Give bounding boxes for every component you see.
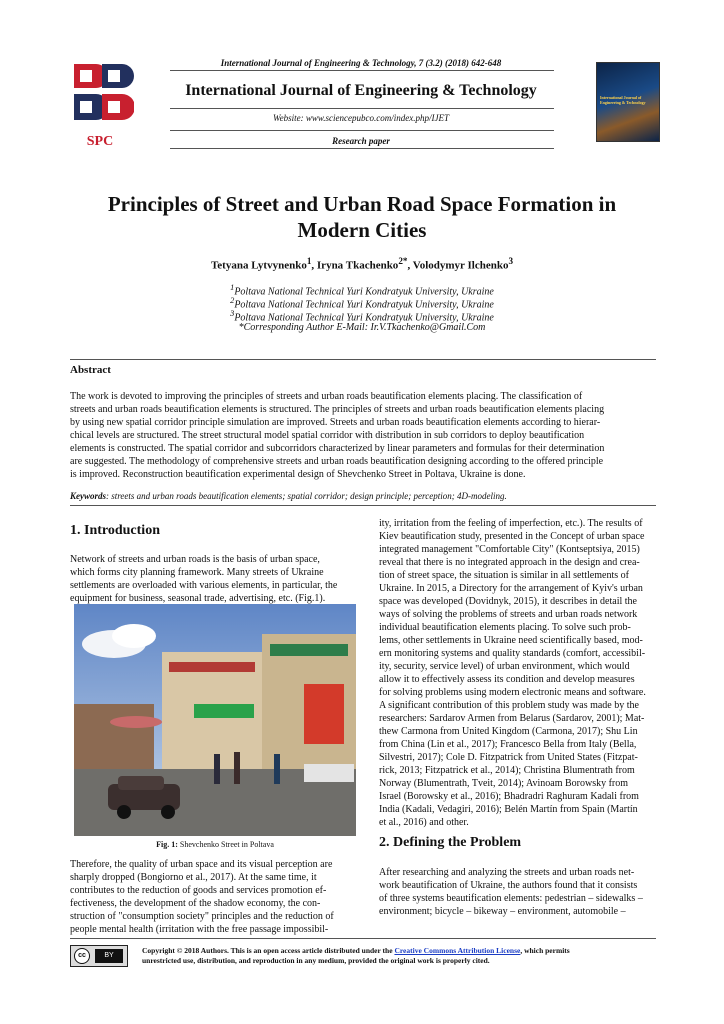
paper-title: [70, 191, 654, 243]
journal-cover: [596, 62, 660, 142]
abstract-line: are suggested. The methodology of comprehensive streets and urban roads beautification designing according to the offered principle: [70, 456, 604, 467]
affiliation: $^3$Poltava National Technical Yuri Kondratyuk University, Ukraine: [230, 309, 494, 324]
paper-title-line2: Modern Cities: [297, 218, 427, 242]
author-name: Tetyana Lytvynenko: [210, 259, 307, 272]
abstract-heading: Abstract: [70, 364, 111, 376]
abstract-rule-top: [70, 359, 656, 360]
cc-by-license-badge[interactable]: [70, 945, 128, 967]
spc-logo-mark-icon: [66, 58, 134, 128]
footer-rule: [70, 938, 656, 939]
journal-title: International Journal of Engineering & Technology: [185, 82, 537, 99]
header-rule-top: [170, 70, 554, 71]
intro-paragraph-2: Therefore, the quality of urban space and its visual perception are sharply dropped (Bongiorno et al., 2017). At the same time, it contributes to the reduction of goods and services promotion ef- fectiveness, the development of the shadow economy, the con- struction of "consumption society" principles and the reduction of people mental health (irritation with the free passage impossibil-: [70, 859, 334, 935]
cc-icon: cc: [74, 948, 90, 964]
abstract-text: [70, 390, 656, 481]
abstract-line: elements is constructed. The spatial corridor and subcorridors characterized by linear parameters and formulas for their determination: [70, 443, 605, 454]
abstract-line: streets and urban roads beautification elements is structured. The principles of streets and urban roads beautification elements placing: [70, 404, 605, 415]
journal-website[interactable]: Website: www.sciencepubco.com/index.php/IJET: [273, 113, 449, 123]
intro-paragraph-continued: ity, irritation from the feeling of imperfection, etc.). The results of Kiev beautification study, presented in the Concept of urban space integrated management "Comfortable City" (Kontseptsiya, 2015) reveal that there is no integrated approach in the design and crea- tion of street space, the situation is similar in all settlements of Ukraine. In 2015, a Directory for the arrangement of Kyiv's urban space was developed (Dovidnyk, 2015), it describes in detail the ways of solving the problems of streets and urban roads network individual beautification elements placing. To solve such prob- lems, other settlements in Ukraine need scientifically based, mod- ern monitoring systems and quality standards (comfort, accessibil- ity, security, service level) of urban environment, which would allow it to effectively assess its condition and develop measures for solving problems using modern electronic means and software. A significant contribution of this problem study was made by the researchers: Sardarov Armen from Belarus (Sardarov, 2001); Mat- thew Carmona from United Kingdom (Carmona, 2017); Shu Lin from China (Lin et al., 2017); Francesco Bella from Italy (Bella, Silvestri, 2017); Cole D. Fitzpatrick from United States (Fitzpat- rick, 2013; Fitzpatrick et al., 2014); Christina Blumentrath from Norway (Blumentrath, Tveit, 2014); Avinoam Borowsky from Israel (Borowsky et al., 2016); Bhadradri Raghuram Kadali from India (Kadali, Vedagiri, 2016); Belén Martín from Spain (Martín et al., 2016) and other.: [379, 518, 646, 828]
abstract-line: is improved. Reconstruction beautification experimental design of Shevchenko Street in Poltava, Ukraine is done.: [70, 469, 526, 480]
article-type: Research paper: [332, 136, 390, 146]
intro-paragraph-1: Network of streets and urban roads is the basis of urban space, which forms city planning framework. Many streets of Ukraine settlements are overloaded with various elements, in particular, the equipment for business, seasonal trade, advertising, etc. (Fig.1).: [70, 554, 338, 604]
header-rule-end: [170, 148, 554, 149]
cc-license-link[interactable]: Creative Commons Attribution License: [394, 946, 521, 955]
spc-logo: [66, 58, 134, 149]
keywords: [70, 491, 656, 501]
paper-title-line1: Principles of Street and Urban Road Space Formation in: [107, 192, 617, 216]
header-rule-mid: [170, 108, 554, 109]
journal-cover-text: International Journal of Engineering & Technology: [600, 95, 646, 105]
affiliation: $^1$Poltava National Technical Yuri Kondratyuk University, Ukraine: [230, 283, 494, 298]
section-heading-introduction: 1. Introduction: [70, 523, 160, 538]
by-icon: BY: [95, 949, 123, 963]
spc-logo-text: SPC: [86, 134, 114, 149]
abstract-line: by using new spatial corridor principle simulation are improved. Streets and urban roads beautification elements according to hierar-: [70, 417, 601, 428]
author-list: Tetyana Lytvynenko$^1$, Iryna Tkachenko$^{2*}$, Volodymyr Ilchenko$^3$: [210, 256, 514, 272]
keywords-text: : streets and urban roads beautification elements; spatial corridor; design principle; perception; 4D-modeling.: [106, 491, 507, 501]
abstract-line: chical levels are structured. The street structural model spatial corridor with distribution in sub corridors to deploy beautification: [70, 430, 585, 441]
abstract-rule-bottom: [70, 505, 656, 506]
corresponding-author: *Corresponding Author E-Mail: Ir.V.Tkachenko@Gmail.Com: [238, 322, 486, 333]
author-mark: 2*: [398, 256, 408, 266]
author-name: Iryna Tkachenko: [316, 259, 399, 272]
author-name: Volodymyr Ilchenko: [412, 259, 509, 272]
problem-paragraph: After researching and analyzing the streets and urban roads net- work beautification of Ukraine, the authors found that it consists of three systems beautification elements: pedestrian – sidewalks – environment; bicycle – bikeway – environment, automobile –: [379, 867, 643, 917]
figure-1-photo: [74, 604, 356, 836]
section-heading-defining-problem: 2. Defining the Problem: [379, 835, 522, 850]
keywords-label: Keywords: [70, 491, 106, 501]
figure-1-caption: Fig. 1: Shevchenko Street in Poltava: [156, 840, 274, 849]
affiliation: $^2$Poltava National Technical Yuri Kondratyuk University, Ukraine: [230, 296, 494, 311]
street-photo-illustration: [74, 604, 356, 836]
author-mark: 1: [306, 256, 312, 266]
abstract-line: The work is devoted to improving the principles of streets and urban roads beautification elements placing. The classification of: [70, 391, 583, 402]
journal-citation: International Journal of Engineering & Technology, 7 (3.2) (2018) 642-648: [220, 58, 502, 68]
header-rule-bottom: [170, 130, 554, 131]
copyright-footer: Copyright © 2018 Authors. This is an open access article distributed under the Creative Commons Attribution License, which permits unrestricted use, distribution, and reproduction in any medium, provided the original work is properly cited.: [142, 946, 570, 965]
author-mark: 3: [508, 256, 514, 266]
